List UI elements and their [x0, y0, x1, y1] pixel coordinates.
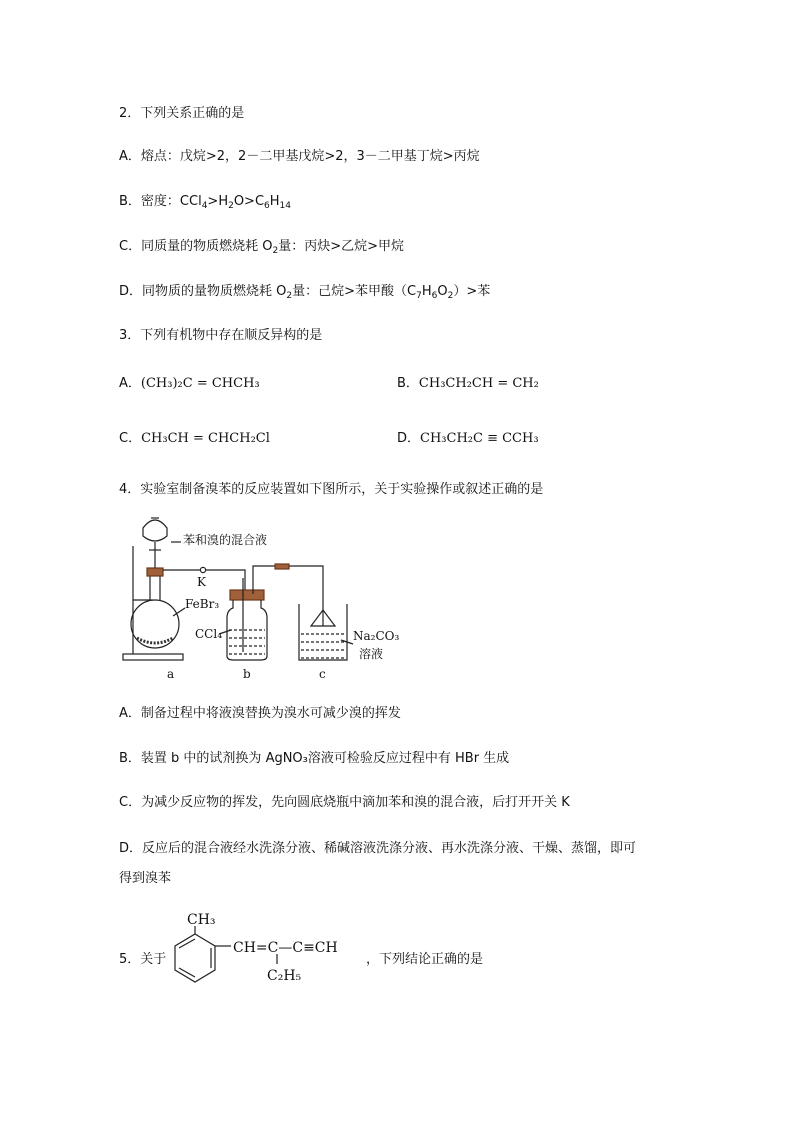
q3-formula-d: CH₃CH₂C ≡ CCH₃ — [420, 431, 539, 446]
solvent-label: CCl₄ — [195, 627, 223, 641]
q4-option-c: C．为减少反应物的挥发，先向圆底烧瓶中滴加苯和溴的混合液，后打开开关 K — [119, 795, 570, 810]
q3-formula-a: (CH₃)₂C = CHCH₃ — [140, 376, 260, 391]
q3-formula-c: CH₃CH = CHCH₂Cl — [141, 431, 270, 446]
side-chain: CH=C—C≡CH — [233, 940, 338, 956]
stopper-b — [230, 590, 264, 600]
q4-option-b: B．装置 b 中的试剂换为 AgNO₃溶液可检验反应过程中有 HBr 生成 — [119, 751, 510, 766]
catalyst-label: FeBr₃ — [185, 597, 220, 611]
valve-k — [200, 567, 205, 572]
q3-option-b: B．CH₃CH₂CH = CH₂ — [397, 376, 539, 391]
bromobenzene-apparatus-diagram — [115, 512, 435, 684]
beaker-reagent-label: Na₂CO₃ — [353, 629, 400, 643]
q4-option-d-line1: D．反应后的混合液经水洗涤分液、稀碱溶液洗涤分液、再水洗涤分液、干燥、蒸馏，即可 — [119, 841, 637, 856]
round-bottom-flask — [131, 600, 179, 648]
q2-option-a: A．熔点：戊烷>2，2－二甲基戊烷>2，3－二甲基丁烷>丙烷 — [119, 149, 480, 164]
q4-option-a: A．制备过程中将液溴替换为溴水可减少溴的挥发 — [119, 706, 401, 721]
q2-option-d: D．同物质的量物质燃烧耗 $O_2$量：己烷>苯甲酸$(C_7H_6O_2)>$苯 — [119, 284, 491, 301]
label-b: b — [243, 667, 251, 681]
q3-option-d: D．CH₃CH₂C ≡ CCH₃ — [397, 431, 539, 446]
methyl-group: CH₃ — [187, 912, 216, 928]
q2-option-b: B．密度：$CCl_4>H_2O>C_6H_{14}$ — [119, 194, 291, 211]
stopper-a — [147, 568, 163, 576]
q3-formula-b: CH₃CH₂CH = CH₂ — [418, 376, 539, 391]
funnel-label: 苯和溴的混合液 — [183, 533, 268, 547]
q2-stem: 2．下列关系正确的是 — [119, 106, 245, 121]
benzene-ring — [175, 934, 215, 982]
q4-stem: 4．实验室制备溴苯的反应装置如下图所示，关于实验操作或叙述正确的是 — [119, 482, 544, 497]
ethyl-group: C₂H₅ — [267, 968, 302, 984]
label-c: c — [319, 667, 326, 681]
stand-base — [123, 654, 183, 660]
separatory-funnel — [143, 520, 167, 541]
q5-prefix: 5．关于 — [119, 952, 167, 967]
q4-option-d-line2: 得到溴苯 — [119, 871, 172, 886]
q5-structure-formula — [165, 910, 365, 1000]
q5-suffix: ，下列结论正确的是 — [366, 952, 484, 967]
q3-stem: 3．下列有机物中存在顺反异构的是 — [119, 328, 323, 343]
valve-label: K — [197, 575, 206, 589]
label-a: a — [167, 667, 175, 681]
q2-option-c: C．同质量的物质燃烧耗 $O_2$量：丙炔>乙烷>甲烷 — [119, 239, 404, 256]
beaker-solution-label: 溶液 — [359, 647, 384, 661]
q3-option-a: A．(CH₃)₂C = CHCH₃ — [119, 376, 260, 391]
q3-option-c: C．CH₃CH = CHCH₂Cl — [119, 431, 270, 446]
